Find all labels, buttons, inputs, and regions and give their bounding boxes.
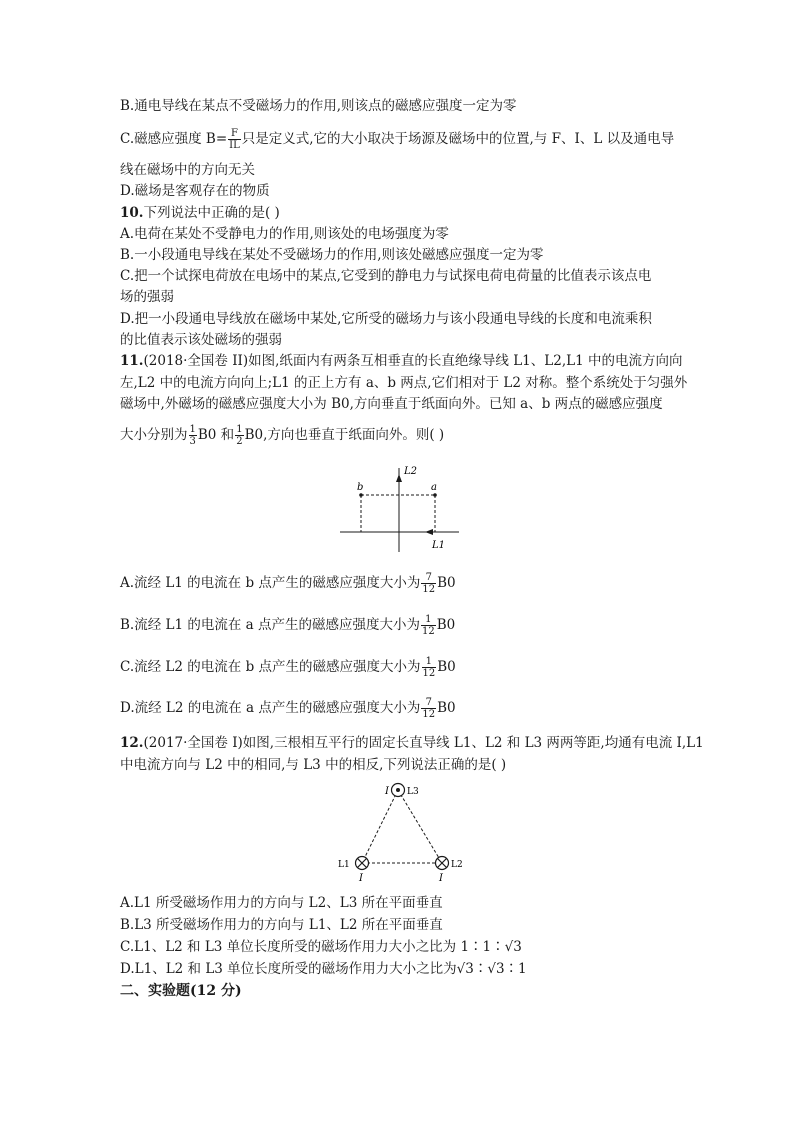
q12-stem-line1 (120, 733, 704, 753)
label-i-l2: I (439, 873, 443, 884)
q10-stem (120, 203, 280, 223)
q9-option-c-text: 只是定义式,它的大小取决于场源及磁场中的位置,与 F、I、L 以及通电导 (241, 131, 675, 147)
option-text: D.流经 L2 的电流在 a 点产生的磁感应强度大小为 (120, 700, 421, 716)
fraction-denominator: 12 (422, 668, 436, 679)
q12-option-c: C.L1、L2 和 L3 单位长度所受的磁场作用力大小之比为 1∶1∶√3 (120, 939, 522, 955)
label-l1: L1 (338, 860, 350, 870)
fraction-numerator: 1 (421, 614, 436, 626)
q12-line1-text: (2017·全国卷 I)如图,三根相互平行的固定长直导线 L1、L2 和 L3 两两等距,均通有电流 I,L1 (143, 735, 704, 751)
label-l2: L2 (404, 466, 418, 477)
q11-line4-prefix: 大小分别为 (120, 427, 188, 443)
wire-l3-out-of-page (392, 784, 405, 797)
option-text: B.流经 L1 的电流在 a 点产生的磁感应强度大小为 (120, 617, 420, 633)
q11-stem-line1 (120, 351, 682, 371)
q9-option-c (120, 128, 674, 151)
q11-option-b (120, 614, 455, 637)
point-b (359, 493, 363, 497)
option-fraction (421, 697, 436, 720)
wire-l1-into-page (356, 857, 369, 870)
wire-l2-into-page (436, 857, 449, 870)
q11-line4-suffix: B0,方向也垂直于纸面向外。则( ) (244, 427, 445, 443)
q11-figure (335, 460, 465, 560)
q11-fraction-b (235, 424, 243, 447)
option-fraction (421, 614, 436, 637)
fraction-numerator: 1 (189, 424, 196, 435)
q9-option-d: D.磁场是客观存在的物质 (120, 183, 270, 199)
fraction-numerator: F (228, 128, 241, 140)
q10-number: 10. (120, 205, 144, 221)
fraction-denominator: 3 (189, 436, 196, 447)
q12-option-d: D.L1、L2 和 L3 单位长度所受的磁场作用力大小之比为√3∶√3∶1 (120, 961, 527, 977)
q10-option-b: B.一小段通电导线在某处不受磁场力的作用,则该处磁感应强度一定为零 (120, 247, 544, 263)
fraction-numerator: 1 (422, 656, 437, 668)
q11-number: 11. (120, 353, 144, 369)
q10-option-d-continued: 的比值表示该处磁场的强弱 (120, 332, 282, 348)
option-fraction (421, 572, 436, 595)
l1-current-arrow (425, 529, 433, 535)
label-l2: L2 (451, 860, 463, 870)
q12-stem-line2: 中电流方向与 L2 中的相同,与 L3 中的相反,下列说法正确的是( ) (120, 757, 507, 773)
q10-stem-text: 下列说法中正确的是( ) (143, 205, 280, 221)
q11-stem-line4 (120, 424, 444, 447)
option-text: C.流经 L2 的电流在 b 点产生的磁感应强度大小为 (120, 659, 421, 675)
option-unit: B0 (437, 700, 456, 716)
q11-option-a (120, 572, 456, 595)
label-i-l1: I (359, 873, 363, 884)
triangle-side-l3-l2 (398, 790, 442, 863)
q11-option-c (120, 656, 456, 679)
q12-figure (330, 778, 470, 888)
option-fraction (422, 656, 437, 679)
q10-option-c: C.把一个试探电荷放在电场中的某点,它受到的静电力与试探电荷电荷量的比值表示该点电 (120, 268, 652, 284)
q12-number: 12. (120, 735, 144, 751)
label-l1: L1 (432, 540, 446, 551)
fraction-denominator: 12 (422, 584, 436, 595)
q10-option-d: D.把一小段通电导线放在磁场中某处,它所受的磁场力与该小段通电导线的长度和电流乘积 (120, 311, 652, 327)
q11-stem-line3: 磁场中,外磁场的磁感应强度大小为 B0,方向垂直于纸面向外。已知 a、b 两点的磁感应强度 (120, 396, 663, 412)
fraction-numerator: 7 (421, 572, 436, 584)
option-unit: B0 (436, 617, 456, 633)
fraction-denominator: 2 (236, 436, 243, 447)
fraction-denominator: IL (229, 140, 240, 151)
fraction-denominator: 12 (422, 709, 436, 720)
option-unit: B0 (437, 575, 456, 591)
q9-option-c-prefix: C.磁感应强度 B= (120, 131, 228, 147)
point-a (433, 493, 437, 497)
label-a: a (431, 482, 437, 493)
q10-option-a: A.电荷在某处不受静电力的作用,则该处的电场强度为零 (120, 226, 449, 242)
q10-option-c-continued: 场的强弱 (120, 289, 174, 305)
q11-stem-line2: 左,L2 中的电流方向向上;L1 的正上方有 a、b 两点,它们相对于 L2 对称。整个系统处于匀强外 (120, 375, 688, 391)
q11-line1-text: (2018·全国卷 II)如图,纸面内有两条互相垂直的长直绝缘导线 L1、L2,L1 中的电流方向向 (143, 353, 683, 369)
q9-option-c-continued: 线在磁场中的方向无关 (120, 162, 255, 178)
q9-formula-fraction (228, 128, 241, 151)
label-i-l3: I (385, 786, 389, 797)
q9-option-b: B.通电导线在某点不受磁场力的作用,则该点的磁感应强度一定为零 (120, 98, 517, 114)
section-heading: 二、实验题(12 分) (120, 983, 242, 999)
q11-option-d (120, 697, 456, 720)
triangle-side-l3-l1 (362, 790, 398, 863)
fraction-numerator: 7 (421, 697, 436, 709)
fraction-denominator: 12 (421, 626, 435, 637)
label-l3: L3 (407, 787, 419, 797)
q11-line4-middle: B0 和 (197, 427, 235, 443)
q12-option-a: A.L1 所受磁场作用力的方向与 L2、L3 所在平面垂直 (120, 895, 443, 911)
l2-current-arrow (396, 474, 402, 482)
label-b: b (357, 482, 364, 493)
q12-option-b: B.L3 所受磁场作用力的方向与 L1、L2 所在平面垂直 (120, 917, 443, 933)
option-unit: B0 (437, 659, 456, 675)
fraction-numerator: 1 (236, 424, 243, 435)
q11-fraction-a (189, 424, 197, 447)
option-text: A.流经 L1 的电流在 b 点产生的磁感应强度大小为 (120, 575, 421, 591)
